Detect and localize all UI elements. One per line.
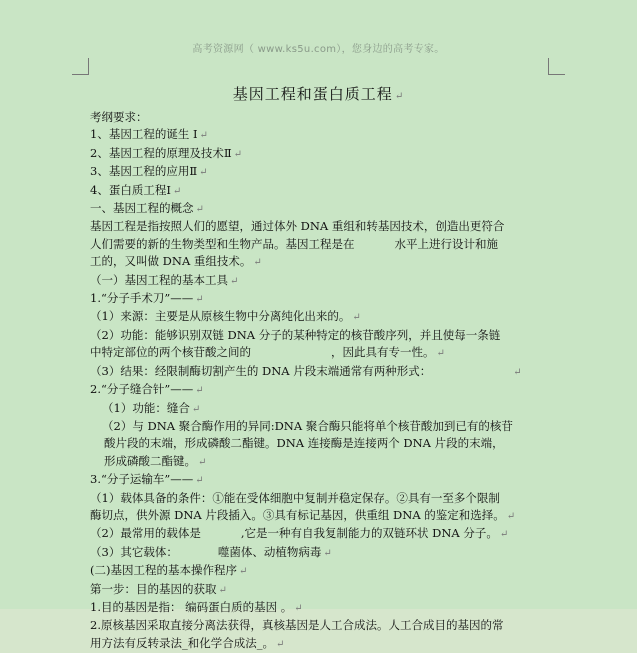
paragraph-mark: ↵ xyxy=(394,91,405,102)
text-line: 中特定部位的两个核苷酸之间的 ，因此具有专一性。 ↵ xyxy=(90,345,445,360)
text-line: (二)基因工程的基本操作程序 ↵ xyxy=(90,563,248,578)
text-line: 1、基因工程的诞生 Ⅰ ↵ xyxy=(90,127,208,142)
text-line: 酸片段的末端，形成磷酸二酯键。DNA 连接酶是连接两个 DNA 片段的末端， xyxy=(104,436,504,451)
text-line: （2）最常用的载体是 ,它是一种有自我复制能力的双链环状 DNA 分子。 ↵ xyxy=(90,526,509,541)
text-line: 形成磷酸二酯键。 ↵ xyxy=(104,453,207,468)
text-line: 酶切点，供外源 DNA 片段插入。③具有标记基因，供重组 DNA 的鉴定和选择。 ↵ xyxy=(90,507,516,522)
text-line: 用方法有反转录法_和化学合成法_。 ↵ xyxy=(90,635,285,650)
text-line: （1）来源：主要是从原核生物中分离纯化出来的。 ↵ xyxy=(90,309,361,324)
document-body[interactable] xyxy=(90,109,550,653)
text-line: 一、基因工程的概念 ↵ xyxy=(90,201,204,216)
text-line: 2.原核基因采取直接分离法获得，真核基因是人工合成法。人工合成目的基因的常 xyxy=(90,618,504,633)
text-line: 2、基因工程的原理及技术Ⅱ ↵ xyxy=(90,145,243,160)
text-line: 1.“分子手术刀”—— ↵ xyxy=(90,291,204,306)
text-line: 2.“分子缝合针”—— ↵ xyxy=(90,382,204,397)
text-line: 3.“分子运输车”—— ↵ xyxy=(90,472,204,487)
text-line: （一）基因工程的基本工具 ↵ xyxy=(90,272,239,287)
text-line: （1）载体具备的条件：①能在受体细胞中复制并稳定保存。②具有一至多个限制 xyxy=(90,490,500,505)
text-line: （3）结果：经限制酶切割产生的 DNA 片段末端通常有两种形式： ↵ xyxy=(90,363,522,378)
document-title: 基因工程和蛋白质工程 ↵ xyxy=(232,85,405,103)
text-line: 第一步：目的基因的获取 ↵ xyxy=(90,581,227,596)
text-line: （1）功能：缝合 ↵ xyxy=(102,400,201,415)
text-line: 4、蛋白质工程Ⅰ ↵ xyxy=(90,182,182,197)
text-line: 1.目的基因是指： 编码蛋白质的基因 。 ↵ xyxy=(90,599,303,614)
text-line: 基因工程是指按照人们的愿望，通过体外 DNA 重组和转基因技术，创造出更符合 xyxy=(90,219,505,234)
text-line: 考纲要求： xyxy=(90,110,148,124)
text-line: 3、基因工程的应用Ⅱ ↵ xyxy=(90,164,208,179)
text-line: （2）功能：能够识别双链 DNA 分子的某种特定的核苷酸序列，并且使每一条链 xyxy=(90,327,501,342)
margin-corner-top-right xyxy=(548,58,565,75)
page-header: 高考资源网（ www.ks5u.com），您身边的高考专家。 xyxy=(192,44,445,55)
text-line: （3）其它载体： 噬菌体、动植物病毒 ↵ xyxy=(90,544,332,559)
text-line: （2）与 DNA 聚合酶作用的异同:DNA 聚合酶只能将单个核苷酸加到已有的核苷 xyxy=(102,418,513,433)
margin-corner-top-left xyxy=(72,58,89,75)
text-line: 工的，又叫做 DNA 重组技术。 ↵ xyxy=(90,254,262,269)
text-line: 人们需要的新的生物类型和生物产品。基因工程是在 水平上进行设计和施 xyxy=(90,236,498,251)
